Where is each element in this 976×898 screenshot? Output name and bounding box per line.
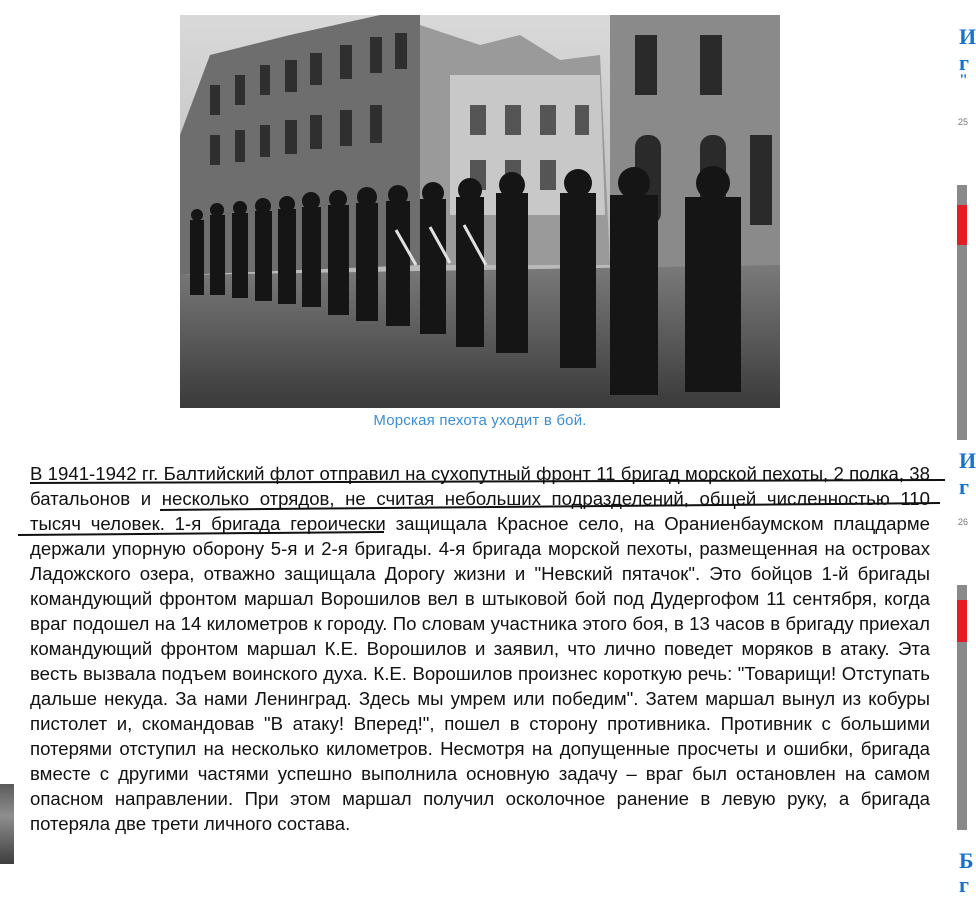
sidebar-link-1-line2[interactable]: г [959,50,969,75]
sidebar-link-2-line2[interactable]: г [959,474,969,499]
sidebar-link-3-line2[interactable]: г [959,872,969,897]
article-body [30,461,930,836]
photo-caption: Морская пехота уходит в бой. [373,412,587,429]
sidebar-thumbnail-2-banner [957,600,967,642]
sidebar-thumbnail-1-banner [957,205,967,245]
sidebar-date-1: 25 [958,117,969,127]
marching-sailors-photo [180,15,780,408]
sidebar-link-1-line3[interactable]: " [959,72,968,89]
right-sidebar [957,0,976,897]
sidebar-link-2[interactable]: И [959,448,976,473]
sidebar-link-3[interactable]: Б [959,848,974,873]
sidebar-date-2: 26 [958,517,969,527]
article-paragraph: В 1941-1942 гг. Балтийский флот отправил на сухопутный фронт 11 бригад морской пехоты, 2 полка, 38 батальонов и несколько отрядов, не считая небольших подразделений, общей численностью 110 тысяч человек. 1-я бригада героически защищала Красное село, на Ораниенбаумском плацдарме держали упорную оборону 5-я и 2-я бригады. 4-я бригада морской пехоты, размещенная на островах Ладожского озера, отважно защищала Дорогу жизни и "Невский пятачок". Это бойцов 1-й бригады командующий фронтом маршал Ворошилов вел в штыковой бой под Дудергофом 11 сентября, когда враг подошел на 14 километров к городу. По словам участника этого боя, в 13 часов в бригаду приехал командующий фронтом маршал К.Е. Ворошилов и заявил, что лично поведет моряков в атаку. Эта весть вызвала подъем воинского духа. К.Е. Ворошилов произнес короткую речь: "Товарищи! Отступать дальше некуда. За нами Ленинград. Здесь мы умрем или победим". Затем маршал вынул из кобуры пистолет и, скомандовав "В атаку! Вперед!", пошел в сторону противника. Противник с большими потерями отступил на несколько километров. Несмотря на допущенные просчеты и ошибки, бригада вместе с другими частями успешно выполнила основную задачу – враг был остановлен на самом опасном направлении. При этом маршал получил осколочное ранение в левую руку, а бригада потеряла две трети личного состава. [30,463,930,834]
sidebar-link-1[interactable]: И [959,24,976,49]
photo-illustration [180,15,780,408]
left-thumbnail-image[interactable] [0,784,14,864]
